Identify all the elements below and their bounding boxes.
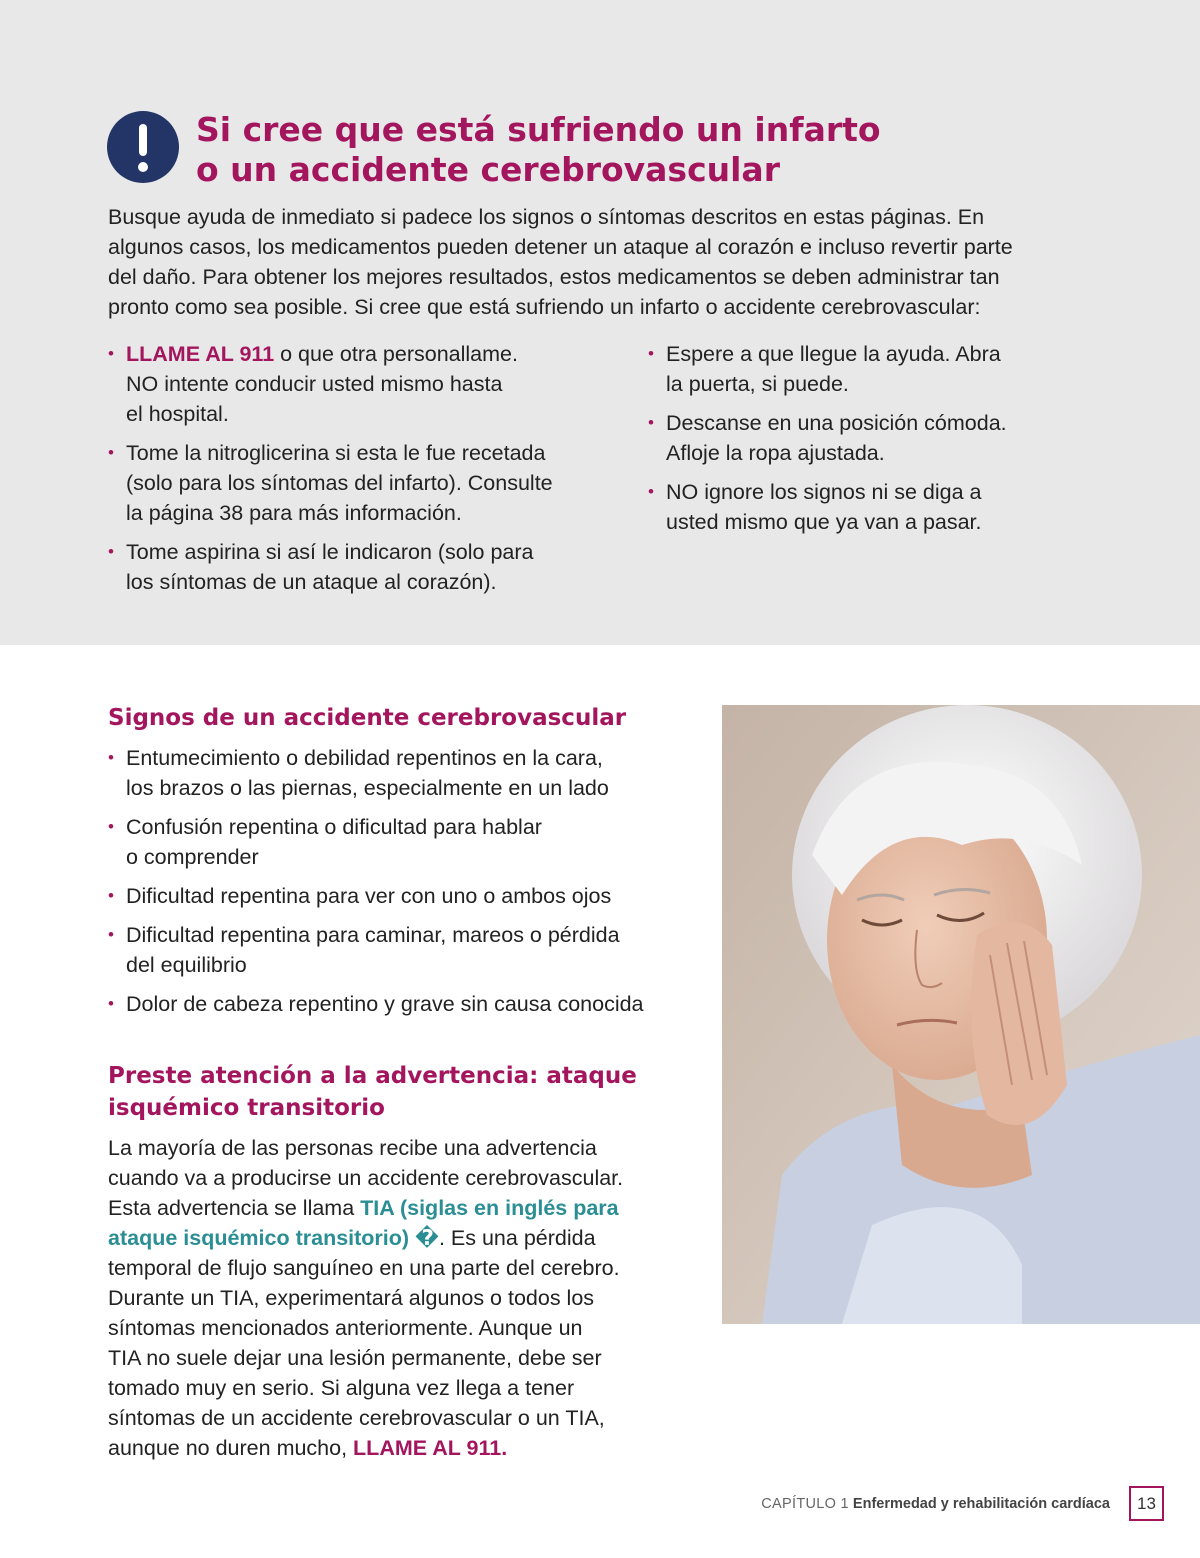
tia-paragraph: La mayoría de las personas recibe una advertencia cuando va a producirse un accidente cerebrovascular. Esta advertencia se llama TIA (siglas en inglés para ataque isquémico transitorio) �. Es una pérdida temporal de flujo sanguíneo en una parte del cerebro. Durante un TIA, experimentará algunos o todos los síntomas mencionados anteriormente. Aunque un TIA no suele dejar una lesión permanente, debe ser tomado muy en serio. Si alguna vez llega a tener síntomas de un accidente cerebrovascular o un TIA, aunque no duren mucho, LLAME AL 911. (108, 1136, 624, 1460)
list-item: • Dificultad repentina para caminar, mareos o pérdida del equilibrio (108, 923, 620, 977)
list-item: • NO ignore los signos ni se diga a usted mismo que ya van a pasar. (648, 480, 982, 534)
alert-actions-right (648, 339, 1128, 546)
alert-title: Si cree que está sufriendo un infarto o un accidente cerebrovascular (196, 110, 881, 189)
list-item: • Tome la nitroglicerina si esta le fue recetada (solo para los síntomas del infarto). Consulte la página 38 para más información. (108, 441, 553, 525)
list-item: • Entumecimiento o debilidad repentinos en la cara, los brazos o las piernas, especialmente en un lado (108, 746, 609, 800)
list-item: • Confusión repentina o dificultad para hablar o comprender (108, 815, 542, 869)
page-number: 13 (1129, 1486, 1164, 1521)
tia-glossary-link-cont[interactable]: ataque isquémico transitorio) � (108, 1226, 439, 1250)
list-item: • Dificultad repentina para ver con uno o ambos ojos (108, 884, 612, 908)
list-item: • LLAME AL 911 o que otra personallame. NO intente conducir usted mismo hasta el hospital. (108, 342, 518, 426)
elderly-woman-headache-photo (722, 705, 1200, 1324)
stroke-signs-heading: Signos de un accidente cerebrovascular (108, 705, 627, 731)
list-item: • Descanse en una posición cómoda. Afloje la ropa ajustada. (648, 411, 1007, 465)
exclamation-icon (107, 111, 179, 183)
tia-glossary-link[interactable]: TIA (siglas en inglés para (360, 1196, 619, 1220)
alert-actions-left (108, 339, 628, 606)
stroke-signs-list (108, 743, 708, 1028)
emergency-alert-panel (0, 0, 1200, 645)
list-item: • Tome aspirina si así le indicaron (solo para los síntomas de un ataque al corazón). (108, 540, 534, 594)
list-item: • Dolor de cabeza repentino y grave sin causa conocida (108, 992, 644, 1016)
alert-intro: Busque ayuda de inmediato si padece los signos o síntomas descritos en estas páginas. En algunos casos, los medicamentos pueden detener un ataque al corazón e incluso revertir parte del daño. Para obtener los mejores resultados, estos medicamentos se deben administrar tan pronto como sea posible. Si cree que está sufriendo un infarto o accidente cerebrovascular: (108, 205, 1013, 319)
tia-heading: Preste atención a la advertencia: ataque isquémico transitorio (108, 1063, 637, 1121)
list-item: • Espere a que llegue la ayuda. Abra la puerta, si puede. (648, 342, 1001, 396)
page-footer: CAPÍTULO 1 Enfermedad y rehabilitación cardíaca (761, 1496, 1110, 1512)
